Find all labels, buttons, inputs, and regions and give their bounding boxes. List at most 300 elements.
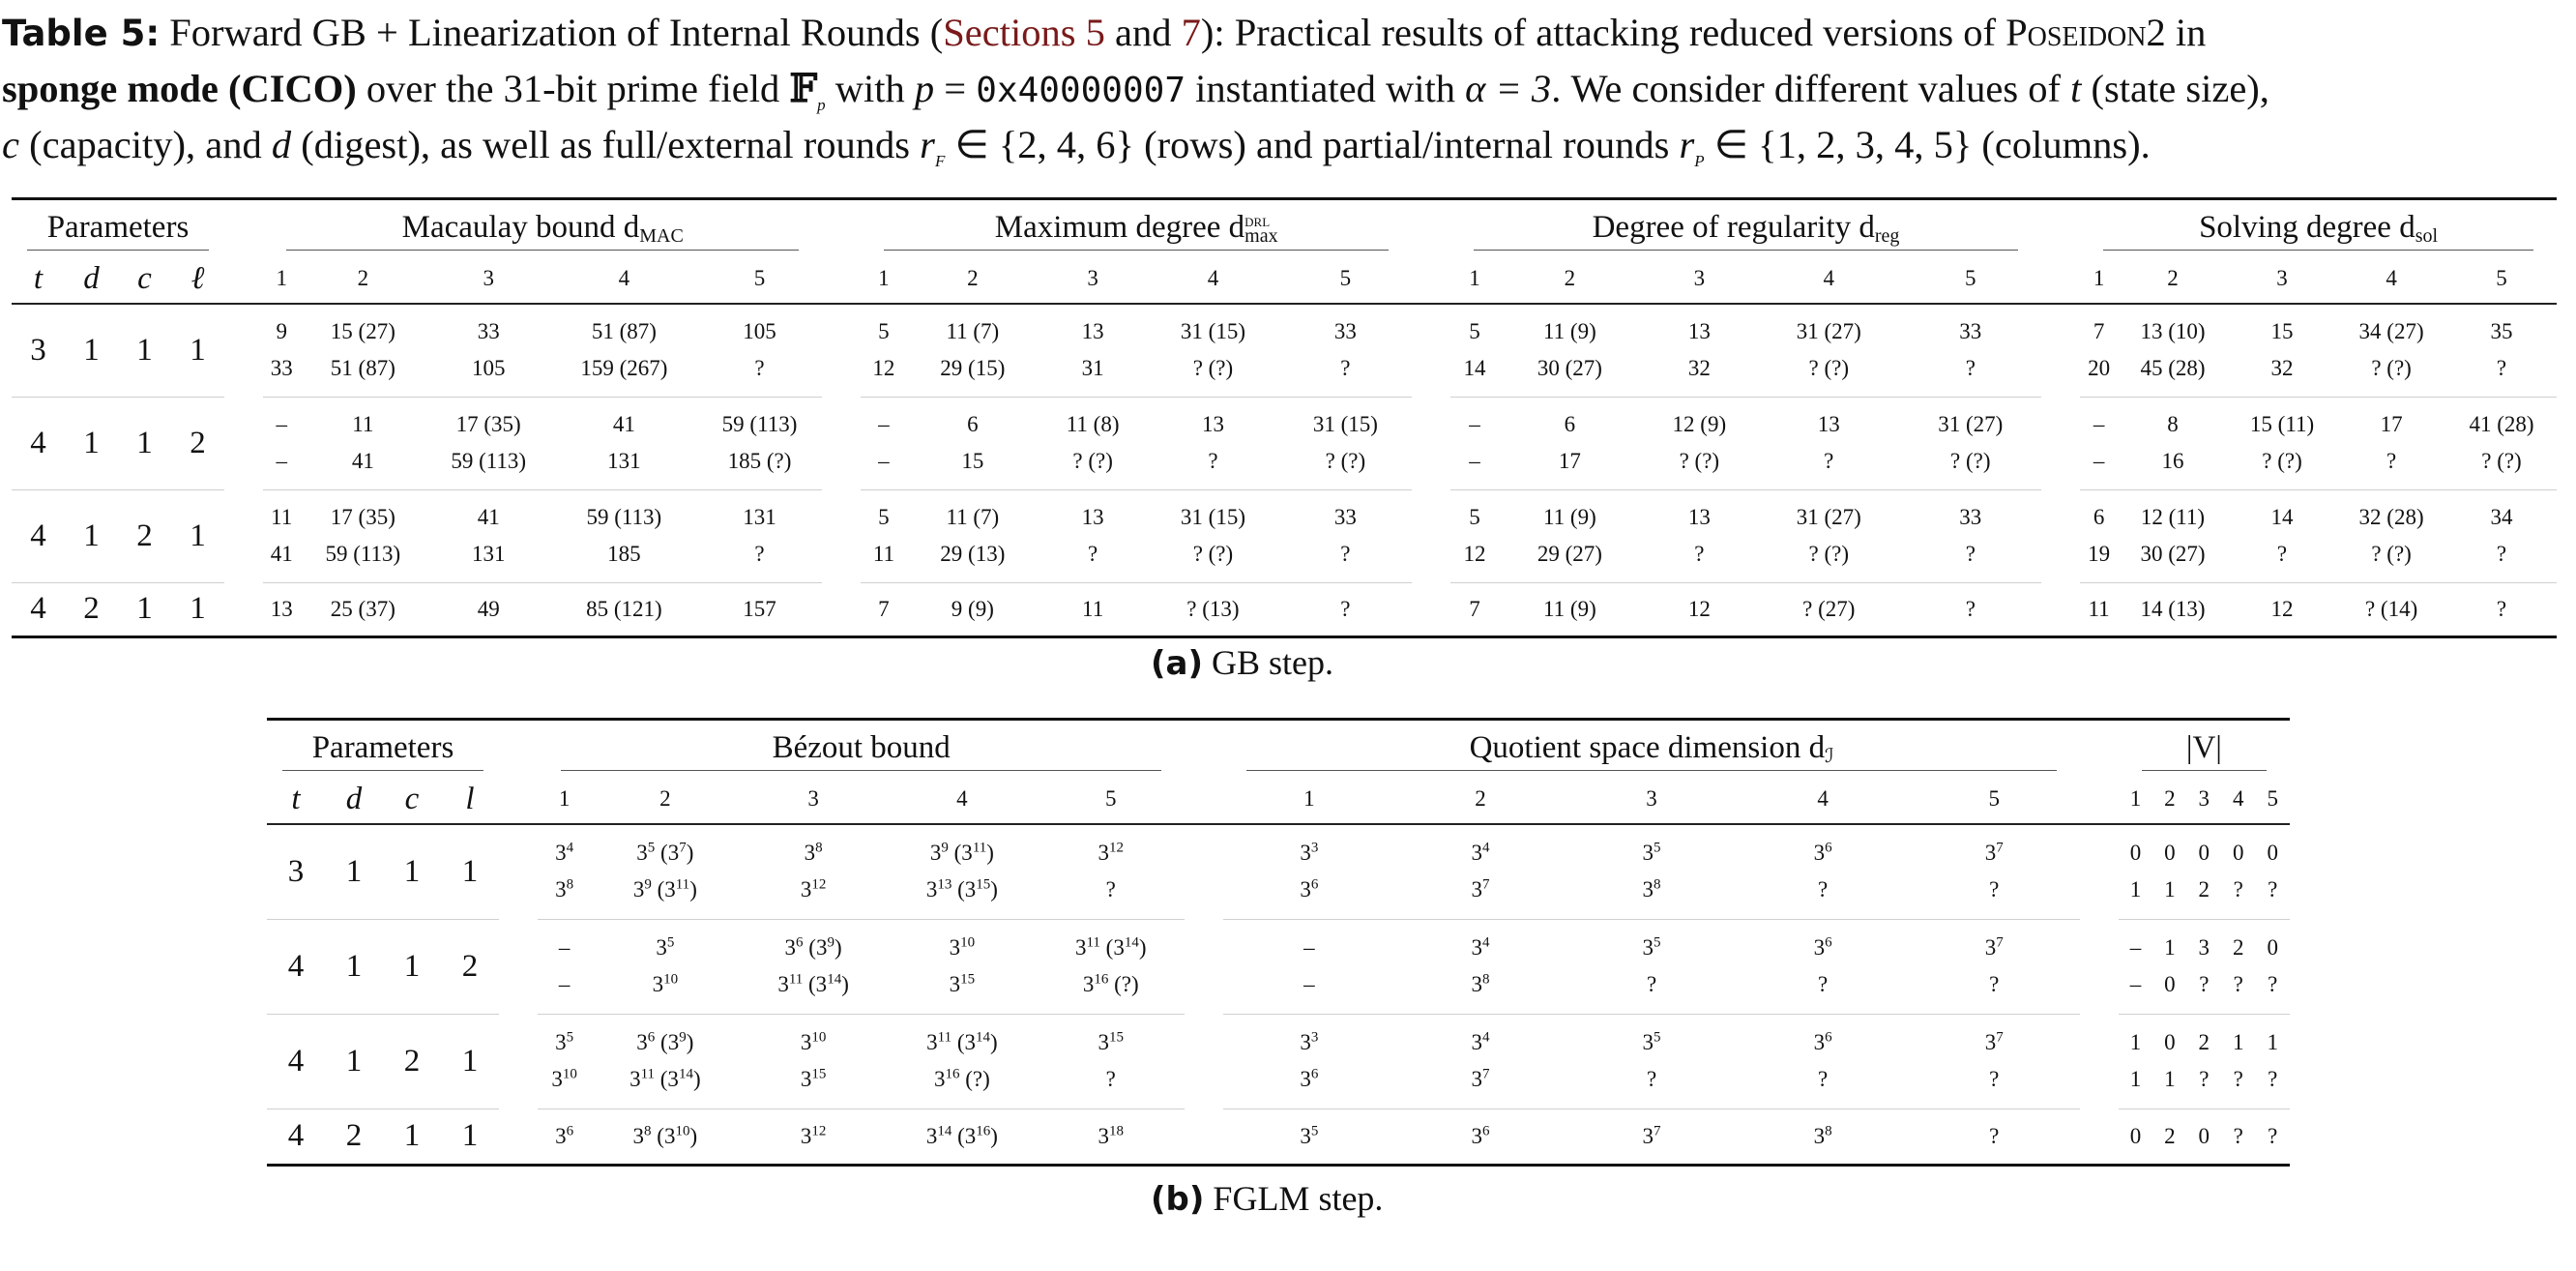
group-subscript: MAC [639, 225, 684, 248]
data-cell [538, 824, 591, 919]
exponent: 5 [1654, 840, 1661, 856]
cipher-name: Poseidon2 [2005, 11, 2166, 54]
exponent: 10 [675, 1122, 690, 1138]
round-column-header: 2 [591, 775, 739, 824]
exponent: 9 [679, 1029, 687, 1046]
param-name: d [325, 775, 383, 824]
column-gap [822, 397, 861, 489]
data-cell [2228, 304, 2336, 397]
data-cell [1039, 397, 1147, 489]
group-symbol: d [1859, 210, 1875, 245]
table-row [267, 919, 2290, 1014]
exponent: 6 [1481, 1122, 1490, 1138]
cell-value: ? [1694, 542, 1705, 566]
caption-text: Forward GB + Linearization of Internal Rounds ( [160, 11, 944, 54]
subcaption-b [1151, 1178, 1383, 1219]
exponent: 5 [1654, 934, 1661, 951]
cell-value: 0 [2164, 1030, 2176, 1054]
param-value: 1 [461, 853, 479, 889]
cell-value: $3^7$ [1984, 840, 2004, 866]
cell-value: $3^{18}$ [1098, 1122, 1124, 1148]
cell-value: 6 [1564, 412, 1576, 436]
param-name: l [441, 775, 499, 824]
exponent: 5 [1654, 1029, 1661, 1046]
cell-value: ? [2233, 1067, 2243, 1091]
cell-value: 34 (27) [2358, 319, 2424, 344]
param-value: 1 [325, 1014, 383, 1108]
cell-value: $3^7$ [1642, 1122, 1661, 1148]
data-cell [2336, 582, 2446, 636]
cell-value: 7 [2093, 319, 2105, 344]
group-name: Maximum degree [994, 210, 1229, 245]
round-column-header: 2 [2152, 775, 2186, 824]
exponent: 3 [1310, 1029, 1319, 1046]
column-gap [1185, 824, 1223, 919]
d-variable: d [271, 123, 292, 166]
cell-value: ? [2199, 1067, 2210, 1091]
exponent: 5 [647, 840, 656, 856]
group-subsup [639, 216, 684, 248]
param-value: 1 [65, 397, 118, 489]
cell-value: 31 (15) [1180, 319, 1245, 344]
group-header-1 [1223, 720, 2079, 776]
data-cell [2152, 919, 2186, 1014]
column-gap [499, 775, 538, 824]
param-value: 3 [287, 853, 305, 889]
caption-text: with [825, 67, 915, 110]
caption-mode: sponge mode (CICO) [2, 67, 357, 110]
cell-value: – [558, 972, 571, 996]
data-cell [1738, 919, 1909, 1014]
cell-value: ? [2496, 356, 2507, 381]
cell-value: – [1469, 412, 1480, 436]
data-cell [1641, 304, 1758, 397]
cell-value: $3^8$ $(3^{10})$ [632, 1122, 698, 1148]
data-cell [1900, 304, 2042, 397]
caption-text: (rows) and partial/internal rounds [1134, 123, 1680, 166]
param-value: 4 [267, 1108, 325, 1165]
round-column-header: 1 [1450, 254, 1499, 304]
data-cell [1566, 824, 1738, 919]
cell-value: 33 [1333, 319, 1357, 344]
caption-text: instantiated with [1186, 67, 1466, 110]
cell-value: 5 [1469, 319, 1480, 344]
cell-value: ? (14) [2364, 596, 2418, 621]
exponent: 10 [960, 934, 976, 951]
data-cell [1037, 1108, 1185, 1165]
cell-value: 11 (9) [1543, 319, 1596, 344]
cell-value: 32 (28) [2358, 505, 2424, 529]
exponent: 16 [976, 1122, 991, 1138]
exponent: 14 [678, 1066, 693, 1082]
cell-value: 29 (13) [940, 542, 1006, 566]
data-cell [1499, 304, 1641, 397]
cell-value: 5 [878, 505, 890, 529]
caption-text: = [934, 67, 977, 110]
data-cell [1499, 489, 1641, 582]
data-cell [263, 489, 300, 582]
column-gap [2041, 582, 2080, 636]
cell-value: ? [1965, 542, 1976, 566]
cell-value: 1 [2129, 877, 2142, 902]
round-column-header: 2 [2118, 254, 2228, 304]
group-superscript: DRL [1244, 215, 1271, 230]
cell-value: ? (?) [2481, 449, 2522, 473]
data-cell [1909, 919, 2080, 1014]
group-label [27, 210, 209, 251]
caption-text: (capacity), and [18, 123, 272, 166]
data-cell [697, 489, 823, 582]
data-cell [2119, 1108, 2152, 1165]
round-column-header: 5 [2446, 254, 2557, 304]
column-gap [1412, 397, 1450, 489]
data-cell [888, 824, 1037, 919]
data-cell [1147, 397, 1279, 489]
cell-value: 14 (13) [2140, 596, 2206, 621]
group-label [884, 210, 1388, 251]
cell-value: $3^{12}$ [800, 1122, 827, 1148]
data-cell [697, 397, 823, 489]
column-gap [2041, 489, 2080, 582]
round-column-header: 1 [2119, 775, 2152, 824]
group-symbol: d [623, 210, 640, 245]
cell-value: 1 [2267, 1030, 2278, 1054]
data-cell [1394, 919, 1566, 1014]
data-cell [2255, 1014, 2290, 1108]
caption-text: (digest), as well as full/external rounds [291, 123, 921, 166]
round-column-header: 2 [1394, 775, 1566, 824]
round-column-header: 5 [1900, 254, 2042, 304]
data-cell [739, 1108, 887, 1165]
cell-value: 6 [967, 412, 979, 436]
column-gap [2080, 1014, 2119, 1108]
data-cell [2152, 1014, 2186, 1108]
data-cell [906, 304, 1039, 397]
section-5-link[interactable]: Sections 5 [943, 11, 1105, 54]
data-cell [906, 489, 1039, 582]
cell-value: $3^6$ [1300, 1066, 1319, 1091]
section-7-link[interactable]: 7 [1181, 11, 1201, 54]
cell-value: 11 [271, 505, 293, 529]
data-cell [538, 1108, 591, 1165]
exponent: 4 [1481, 934, 1490, 951]
group-name: Parameters [46, 210, 190, 245]
exponent: 6 [1310, 1066, 1319, 1082]
caption-text: in [2165, 11, 2207, 54]
round-column-header: 3 [1039, 254, 1147, 304]
cell-value: 11 (8) [1066, 412, 1120, 436]
column-gap [499, 1014, 538, 1108]
param-name: c [383, 775, 441, 824]
cell-value: ? (?) [1192, 356, 1234, 381]
cell-value: – [2129, 935, 2142, 960]
column-gap [1412, 254, 1450, 304]
group-label [282, 730, 483, 771]
cell-value: ? [2496, 542, 2507, 566]
cell-value: $3^{15}$ [949, 971, 976, 996]
param-value: 2 [118, 489, 171, 582]
param-value: 2 [383, 1014, 441, 1108]
cell-value: $3^{15}$ [800, 1066, 827, 1091]
cell-value: 185 (?) [727, 449, 792, 473]
data-cell [1738, 1014, 1909, 1108]
data-cell [538, 919, 591, 1014]
exponent: 9 [827, 934, 834, 951]
param-name: d [65, 254, 118, 304]
param-value: 1 [403, 853, 421, 889]
exponent: 7 [1481, 876, 1490, 893]
cell-value: $3^5$ [1642, 934, 1661, 960]
fglm-step-table [267, 718, 2290, 1167]
column-gap [499, 824, 538, 919]
cell-value: ? [1646, 972, 1657, 996]
cell-value: 17 [1558, 449, 1581, 473]
cell-value: $3^5$ [555, 1029, 574, 1054]
data-cell [551, 489, 696, 582]
round-column-header: 4 [1758, 254, 1900, 304]
rF-set: ∈ {2, 4, 6} [945, 123, 1134, 166]
group-name: Degree of regularity [1592, 210, 1859, 245]
cell-value: 1 [2129, 1030, 2142, 1054]
data-cell [1758, 582, 1900, 636]
cell-value: $3^6$ [1813, 934, 1832, 960]
data-cell [1450, 582, 1499, 636]
data-cell [300, 304, 425, 397]
exponent: 5 [666, 934, 675, 951]
cell-value: ? (?) [1950, 449, 1991, 473]
data-cell [2187, 1014, 2221, 1108]
cell-value: 8 [2167, 412, 2179, 436]
exponent: 8 [644, 1122, 652, 1138]
cell-value: 41 (28) [2469, 412, 2534, 436]
cell-value: 105 [471, 356, 506, 381]
exponent: 16 [945, 1066, 960, 1082]
data-cell [591, 1108, 739, 1165]
cell-value: 31 (27) [1796, 319, 1861, 344]
round-column-header: 3 [739, 775, 887, 824]
cell-value: ? [1340, 542, 1351, 566]
cell-value: $3^{13}$ $(3^{15})$ [925, 876, 998, 902]
exponent: 7 [679, 840, 687, 856]
cell-value: 0 [2164, 841, 2176, 866]
cell-value: 34 [2490, 505, 2513, 529]
table-row [267, 824, 2290, 919]
exponent: 5 [566, 1029, 574, 1046]
data-cell [1900, 582, 2042, 636]
cell-value: ? [1088, 542, 1098, 566]
param-value: 1 [171, 489, 224, 582]
exponent: 5 [1310, 1122, 1319, 1138]
data-cell [1738, 1108, 1909, 1165]
data-cell [2152, 1108, 2186, 1165]
group-subsup [1874, 216, 1900, 248]
data-cell [300, 582, 425, 636]
cell-value: ? (?) [2371, 356, 2412, 381]
caption-text: (columns). [1972, 123, 2151, 166]
data-cell [300, 397, 425, 489]
cell-value: 25 (37) [330, 596, 395, 621]
cell-value: ? (?) [1808, 542, 1850, 566]
column-gap [499, 919, 538, 1014]
cell-value: 185 [607, 542, 641, 566]
param-value: 1 [441, 1014, 499, 1108]
data-cell [2228, 582, 2336, 636]
column-gap [1185, 775, 1223, 824]
cell-value: 31 (15) [1180, 505, 1245, 529]
group-symbol: d [2399, 210, 2415, 245]
rF-variable: r [920, 123, 935, 166]
param-name: t [12, 254, 65, 304]
column-gap [2041, 199, 2080, 255]
cell-value: $3^6$ $(3^9)$ [636, 1029, 694, 1054]
cell-value: $3^7$ [1984, 1029, 2004, 1054]
data-cell [1394, 1108, 1566, 1165]
table-row [12, 489, 2557, 582]
round-column-header: 4 [2221, 775, 2255, 824]
cell-value: 11 (7) [946, 319, 1000, 344]
data-cell [1641, 489, 1758, 582]
cell-value: – [276, 412, 287, 436]
group-label [561, 730, 1161, 771]
group-label [1474, 210, 2018, 251]
param-value: 4 [267, 919, 325, 1014]
cell-value: 33 [270, 356, 293, 381]
cell-value: 2 [2198, 1030, 2210, 1054]
round-column-header: 3 [1641, 254, 1758, 304]
exponent: 6 [1825, 840, 1832, 856]
cell-value: ? [2496, 596, 2507, 621]
param-value: 2 [325, 1108, 383, 1165]
column-gap [2080, 824, 2119, 919]
data-cell [551, 582, 696, 636]
cell-value: 9 (9) [951, 596, 994, 621]
exponent: 7 [1996, 1029, 2004, 1046]
data-cell [2118, 489, 2228, 582]
group-label [286, 210, 799, 251]
cell-value: ? [1965, 596, 1976, 621]
data-cell [1758, 489, 1900, 582]
cell-value: 41 [477, 505, 500, 529]
cell-value: $3^{12}$ [800, 876, 827, 902]
data-cell [2080, 582, 2118, 636]
cell-value: 13 [1081, 505, 1104, 529]
exponent: 8 [1481, 971, 1490, 988]
cell-value: 33 [477, 319, 500, 344]
subcaption-a-text: GB step. [1203, 643, 1334, 682]
data-cell [697, 304, 823, 397]
cell-value: 131 [471, 542, 506, 566]
cell-value: $3^7$ [1471, 876, 1490, 902]
param-value: 4 [12, 397, 65, 489]
exponent: 16 [1094, 971, 1109, 988]
data-cell [2080, 489, 2118, 582]
cell-value: 85 (121) [586, 596, 662, 621]
column-gap [224, 304, 263, 397]
cell-value: 32 [2270, 356, 2294, 381]
param-value: 1 [83, 332, 100, 368]
exponent: 7 [1481, 1066, 1490, 1082]
column-gap [224, 254, 263, 304]
data-cell [888, 1108, 1037, 1165]
data-cell [2446, 304, 2557, 397]
column-gap [822, 254, 861, 304]
round-column-header: 4 [1147, 254, 1279, 304]
column-gap [2041, 254, 2080, 304]
cell-value: – [558, 935, 571, 960]
group-name: Macaulay bound [401, 210, 624, 245]
group-header-3 [2080, 199, 2557, 255]
cell-value: $3^{11}$ $(3^{14})$ [1074, 934, 1147, 960]
data-cell [739, 824, 887, 919]
cell-value: ? [754, 542, 765, 566]
column-gap [2080, 919, 2119, 1014]
cell-value: – [1469, 449, 1480, 473]
cell-value: ? (?) [2262, 449, 2302, 473]
subcaption-a-tag: (a) [1151, 644, 1204, 683]
cell-value: 3 [2198, 935, 2210, 960]
caption-text: ): Practical results of attacking reduced versions of [1200, 11, 2006, 54]
param-value: 2 [441, 919, 499, 1014]
cell-value: ? (?) [1679, 449, 1720, 473]
cell-value: 0 [2129, 841, 2142, 866]
cell-value: 11 [352, 412, 374, 436]
data-cell [538, 1014, 591, 1108]
data-cell [2336, 304, 2446, 397]
data-cell [1499, 582, 1641, 636]
data-cell [1641, 582, 1758, 636]
p-variable: p [914, 67, 935, 110]
group-header-0 [263, 199, 822, 255]
data-cell [906, 582, 1039, 636]
param-value: 1 [190, 332, 206, 368]
round-column-header: 3 [1566, 775, 1738, 824]
cell-value: $3^4$ [1471, 1029, 1490, 1054]
subheader-row [267, 775, 2290, 824]
data-cell [425, 582, 551, 636]
cell-value: 12 [872, 356, 895, 381]
column-gap [1185, 720, 1223, 776]
cell-value: 13 (10) [2140, 319, 2206, 344]
data-cell [1450, 489, 1499, 582]
data-cell [2118, 304, 2228, 397]
data-cell [1223, 1014, 1394, 1108]
cell-value: ? [1989, 877, 2000, 902]
cell-value: 131 [743, 505, 776, 529]
table-row [12, 582, 2557, 636]
cell-value: $3^{16}$ (?) [934, 1066, 990, 1091]
group-name: |V| [2185, 730, 2222, 765]
group-header-row [12, 199, 2557, 255]
param-value: 1 [441, 1108, 499, 1165]
cell-value: $3^7$ [1471, 1066, 1490, 1091]
cell-value: ? [1965, 356, 1976, 381]
data-cell [2228, 397, 2336, 489]
data-cell [2221, 1014, 2255, 1108]
column-gap [1185, 1108, 1223, 1165]
cell-value: 33 [1959, 319, 1982, 344]
cell-value: ? [1646, 1067, 1657, 1091]
cell-value: 14 [1463, 356, 1486, 381]
data-cell [2187, 919, 2221, 1014]
group-subscript: ℐ [1825, 746, 1834, 768]
gb-step-table [12, 197, 2557, 638]
data-cell [1909, 824, 2080, 919]
cell-value: $3^5$ $(3^7)$ [636, 840, 694, 866]
param-value: 4 [267, 1014, 325, 1108]
param-value: 1 [383, 1108, 441, 1165]
param-value: 4 [12, 582, 65, 636]
cell-value: 17 (35) [455, 412, 521, 436]
